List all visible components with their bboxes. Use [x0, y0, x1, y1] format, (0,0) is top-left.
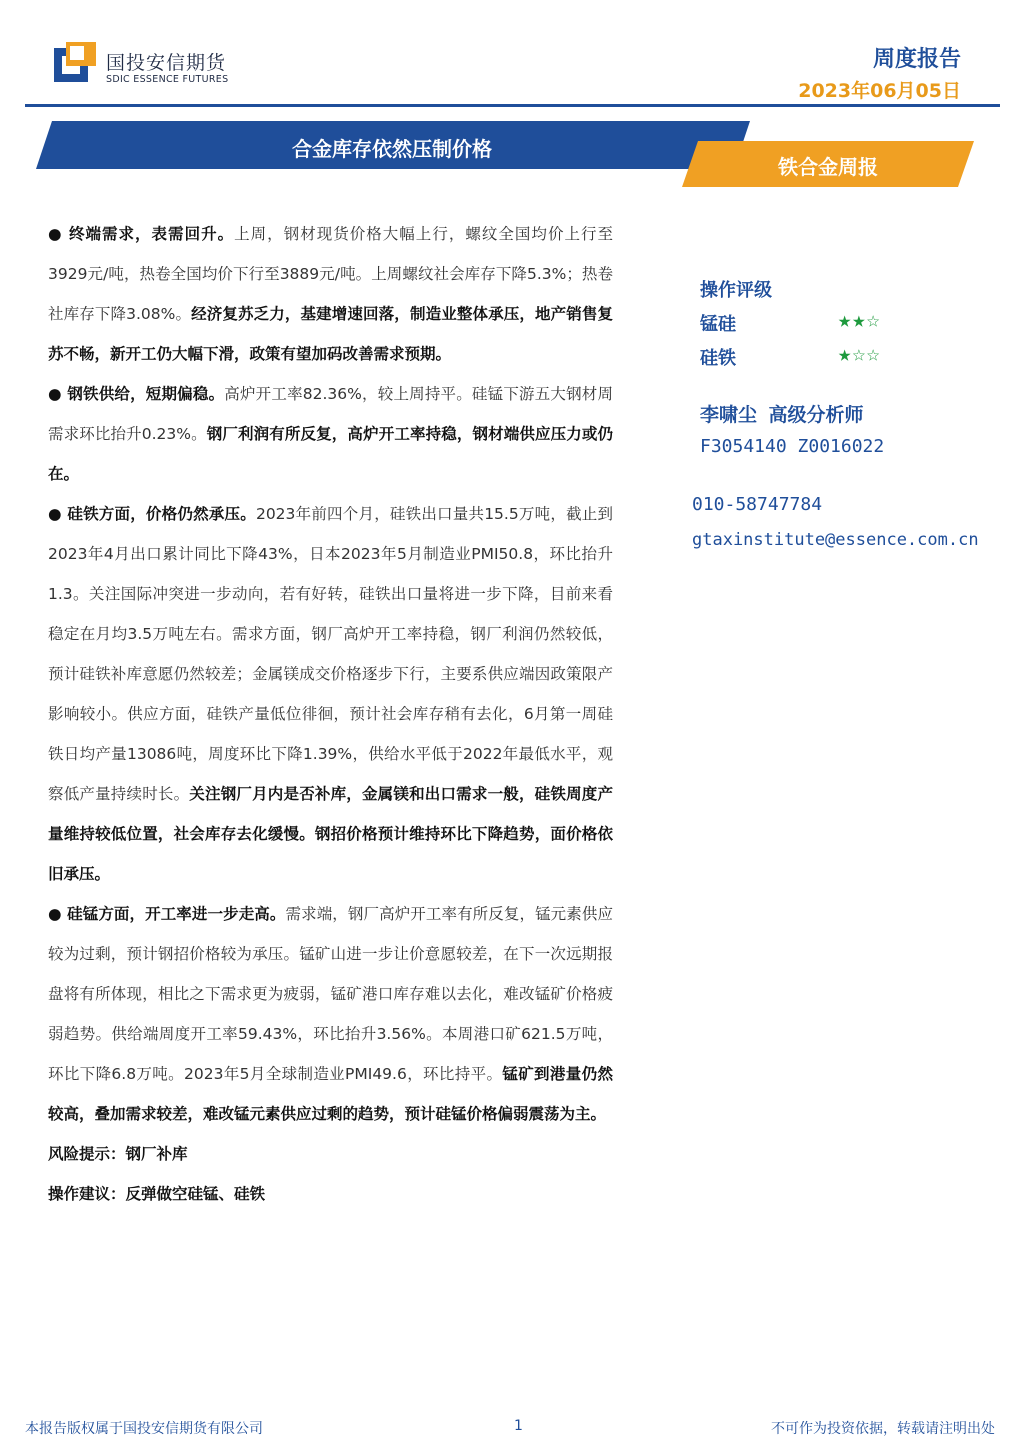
rating-name-fesi: 硅铁	[700, 348, 736, 369]
bold-text: ● 硅铁方面，价格仍然承压。	[48, 505, 256, 523]
bold-text: 钢厂利润有所反复，高炉开工率持稳，钢材端供应压力或仍在。	[48, 425, 613, 483]
paragraph	[48, 214, 613, 374]
report-type: 周度报告	[872, 47, 961, 72]
analyst-license: F3054140 Z0016022	[700, 436, 885, 457]
logo-cn-text: 国投安信期货	[106, 52, 227, 74]
bold-text: ● 终端需求，表需回升。	[48, 225, 235, 243]
header-divider	[25, 104, 1000, 107]
analyst-name: 李啸尘 高级分析师	[700, 404, 864, 426]
bold-text: 经济复苏乏力，基建增速回落，制造业整体承压，地产销售复苏不畅，新开工仍大幅下滑，政策有望加码改善需求预期。	[48, 305, 613, 363]
bold-text: ● 钢铁供给，短期偏稳。	[48, 385, 225, 403]
paragraph	[48, 494, 613, 894]
rating-title: 操作评级	[700, 280, 772, 301]
body-text: 上周，钢材现货价格大幅上行，螺纹全国均价上行至3929元/吨，热卷全国均价下行至3889元/吨。上周螺纹社会库存下降5.3%；热卷社库存下降3.08%。	[48, 225, 613, 323]
paragraph	[48, 1174, 613, 1214]
logo-mark-icon	[54, 42, 98, 86]
rating-stars-fesi: ★☆☆	[838, 342, 881, 367]
bold-text: 关注钢厂月内是否补库，金属镁和出口需求一般，硅铁周度产量维持较低位置，社会库存去化缓慢。钢招价格预计维持环比下降趋势，面价格依旧承压。	[48, 785, 613, 883]
body-text: 需求端，钢厂高炉开工率有所反复，锰元素供应较为过剩，预计钢招价格较为承压。锰矿山进一步让价意愿较差，在下一次远期报盘将有所体现，相比之下需求更为疲弱，锰矿港口库存难以去化，难改锰矿价格疲弱趋势。供给端周度开工率59.43%，环比抬升3.56%。本周港口矿621.5万吨，环比下降6.8万吨。2023年5月全球制造业PMI49.6，环比持平。	[48, 905, 613, 1083]
bold-text: 风险提示：钢厂补库	[48, 1145, 188, 1163]
footer-copyright: 本报告版权属于国投安信期货有限公司	[25, 1421, 263, 1437]
paragraph	[48, 374, 613, 494]
bold-text: 锰矿到港量仍然较高，叠加需求较差，难改锰元素供应过剩的趋势，预计硅锰价格偏弱震荡为主。	[48, 1065, 613, 1123]
report-date: 2023年06月05日	[798, 80, 961, 102]
rating-name-mnsi: 锰硅	[700, 314, 736, 335]
contact-phone: 010-58747784	[692, 494, 823, 515]
rating-stars-mnsi: ★★☆	[838, 308, 881, 333]
company-logo	[54, 42, 254, 92]
paragraph	[48, 894, 613, 1134]
logo-en-text: SDIC ESSENCE FUTURES	[106, 74, 229, 85]
paragraph	[48, 1134, 613, 1174]
body-text: 高炉开工率82.36%，较上周持平。硅锰下游五大钢材周需求环比抬升0.23%。	[48, 385, 614, 443]
report-body	[48, 214, 613, 1214]
bold-text: ● 硅锰方面，开工率进一步走高。	[48, 905, 286, 923]
footer-disclaimer: 不可作为投资依据，转载请注明出处	[771, 1421, 995, 1437]
report-category-tag: 铁合金周报	[778, 155, 878, 179]
body-text: 2023年前四个月，硅铁出口量共15.5万吨，截止到2023年4月出口累计同比下降43%，日本2023年5月制造业PMI50.8，环比抬升1.3。关注国际冲突进一步动向，若有好转，硅铁出口量将进一步下降，目前来看稳定在月均3.5万吨左右。需求方面，钢厂高炉开工率持稳，钢厂利润仍然较低，预计硅铁补库意愿仍然较差；金属镁成交价格逐步下行，主要系供应端因政策限产影响较小。供应方面，硅铁产量低位徘徊，预计社会库存稍有去化，6月第一周硅铁日均产量13086吨，周度环比下降1.39%，供给水平低于2022年最低水平，观察低产量持续时长。	[48, 505, 614, 803]
contact-email[interactable]: gtaxinstitute@essence.com.cn	[692, 530, 979, 550]
page-number: 1	[514, 1418, 523, 1434]
report-title: 合金库存依然压制价格	[292, 137, 492, 161]
bold-text: 操作建议：反弹做空硅锰、硅铁	[48, 1185, 266, 1203]
